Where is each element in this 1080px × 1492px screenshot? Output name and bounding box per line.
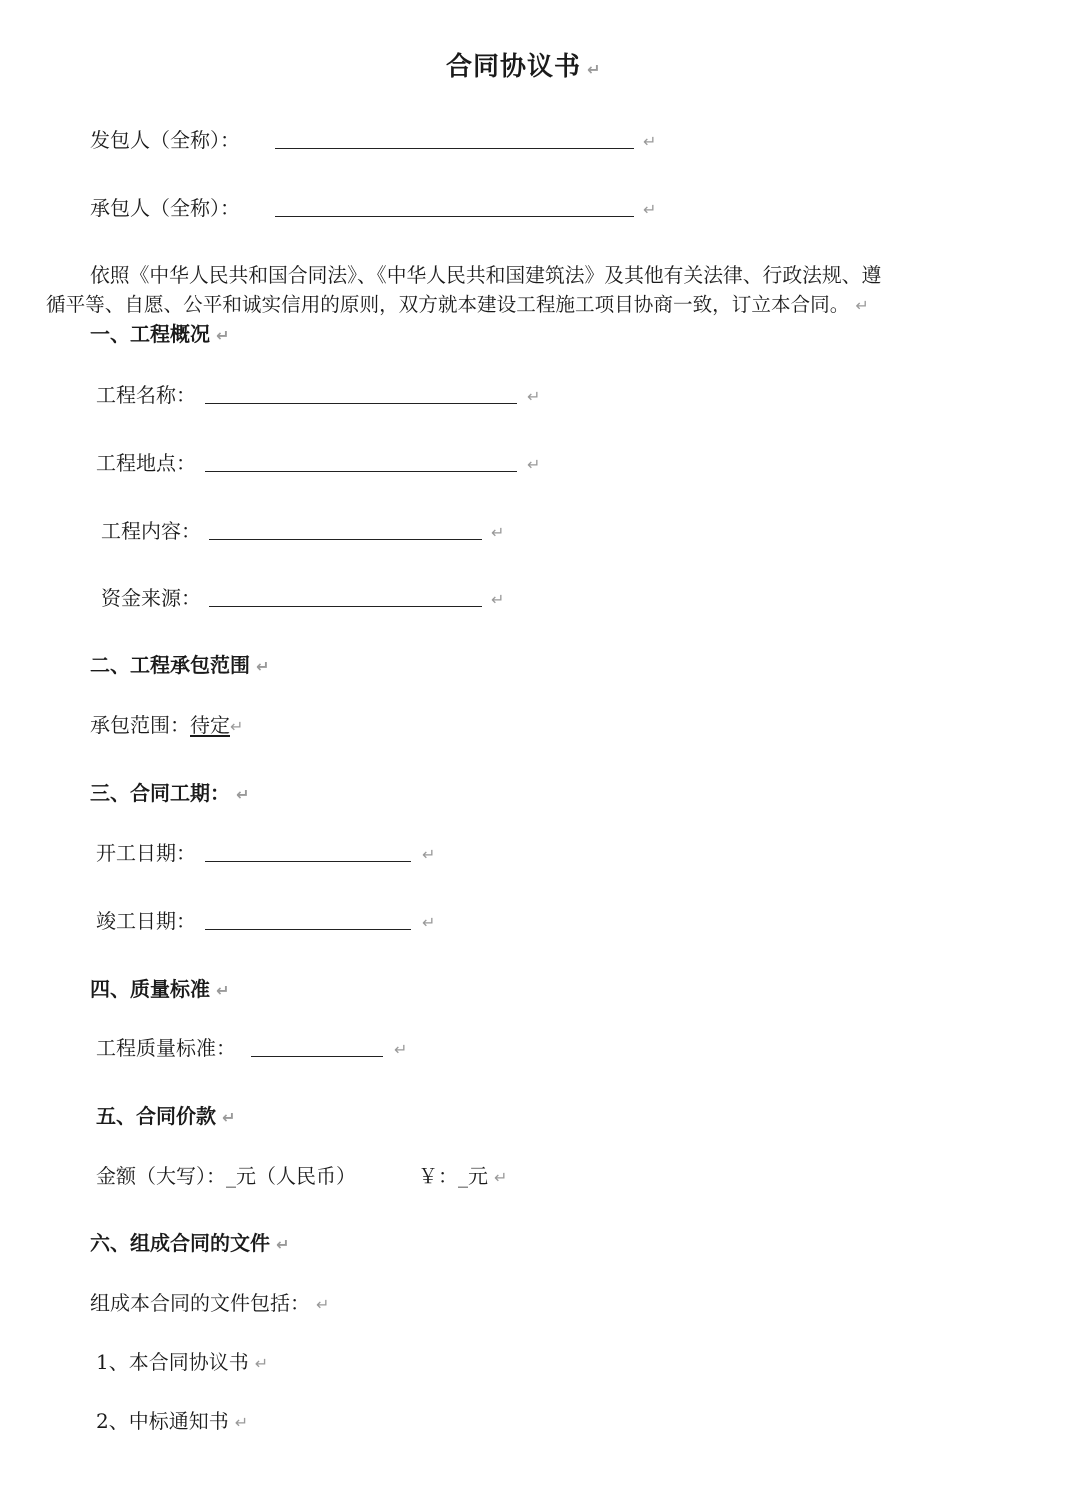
funding-source-field[interactable] [209, 606, 482, 607]
project-name-field[interactable] [205, 403, 517, 404]
intro-line-1: 依照《中华人民共和国合同法》、《中华人民共和国建筑法》及其他有关法律、行政法规、遵 [90, 264, 882, 287]
paragraph-mark-icon: ↵ [422, 913, 436, 932]
completion-date-label: 竣工日期： [96, 909, 196, 933]
completion-date-field[interactable] [205, 929, 411, 930]
section-period-heading: 三、合同工期： ↵ [90, 781, 250, 805]
paragraph-mark-icon: ↵ [256, 657, 270, 676]
documents-intro: 组成本合同的文件包括： ↵ [90, 1291, 330, 1315]
paragraph-mark-icon: ↵ [643, 200, 657, 219]
start-date-field[interactable] [205, 861, 411, 862]
paragraph-mark-icon: ↵ [643, 132, 657, 151]
paragraph-mark-icon: ↵ [276, 1235, 290, 1254]
project-location-field[interactable] [205, 471, 517, 472]
paragraph-mark-icon: ↵ [394, 1040, 408, 1059]
project-location-label: 工程地点： [96, 451, 196, 475]
paragraph-mark-icon: ↵ [422, 845, 436, 864]
list-item: 1、本合同协议书 ↵ [96, 1350, 269, 1374]
paragraph-mark-icon: ↵ [855, 296, 869, 315]
section-scope-heading: 二、工程承包范围 ↵ [90, 653, 270, 677]
paragraph-mark-icon: ↵ [527, 455, 541, 474]
paragraph-mark-icon: ↵ [236, 785, 250, 804]
funding-source-label: 资金来源： [101, 586, 201, 610]
document-title: 合同协议书 ↵ [446, 52, 602, 82]
paragraph-mark-icon: ↵ [527, 387, 541, 406]
paragraph-mark-icon: ↵ [216, 981, 230, 1000]
paragraph-mark-icon: ↵ [216, 326, 230, 345]
paragraph-mark-icon: ↵ [494, 1168, 508, 1187]
employer-name-field[interactable] [275, 148, 634, 149]
project-content-label: 工程内容： [101, 519, 201, 543]
intro-line-2: 循平等、自愿、公平和诚实信用的原则，双方就本建设工程施工项目协商一致，订立本合同。 ↵ [46, 293, 869, 316]
project-content-field[interactable] [209, 539, 482, 540]
paragraph-mark-icon: ↵ [222, 1108, 236, 1127]
employer-label: 发包人（全称）： [90, 128, 240, 152]
project-name-label: 工程名称： [96, 383, 196, 407]
section-quality-heading: 四、质量标准 ↵ [90, 977, 230, 1001]
list-item: 2、中标通知书 ↵ [96, 1409, 249, 1433]
section-overview-heading: 一、工程概况 ↵ [90, 322, 230, 346]
quality-standard-field[interactable] [251, 1056, 383, 1057]
paragraph-mark-icon: ↵ [230, 717, 244, 736]
scope-label: 承包范围： [90, 713, 190, 737]
paragraph-mark-icon: ↵ [491, 590, 505, 609]
paragraph-mark-icon: ↵ [316, 1295, 330, 1314]
amount-in-figures: ￥：_元 ↵ [418, 1164, 508, 1188]
paragraph-mark-icon: ↵ [491, 523, 505, 542]
paragraph-mark-icon: ↵ [254, 1354, 269, 1373]
scope-line [90, 713, 243, 739]
section-documents-heading: 六、组成合同的文件 ↵ [90, 1231, 290, 1255]
scope-value[interactable]: 待定 [190, 713, 230, 737]
paragraph-mark-icon: ↵ [234, 1413, 249, 1432]
amount-in-words: 金额（大写）：_元（人民币） [96, 1164, 356, 1188]
quality-standard-label: 工程质量标准： [96, 1036, 236, 1060]
contractor-label: 承包人（全称）： [90, 196, 240, 220]
paragraph-mark-icon: ↵ [587, 60, 602, 79]
start-date-label: 开工日期： [96, 841, 196, 865]
section-price-heading: 五、合同价款 ↵ [96, 1104, 236, 1128]
contractor-name-field[interactable] [275, 216, 634, 217]
